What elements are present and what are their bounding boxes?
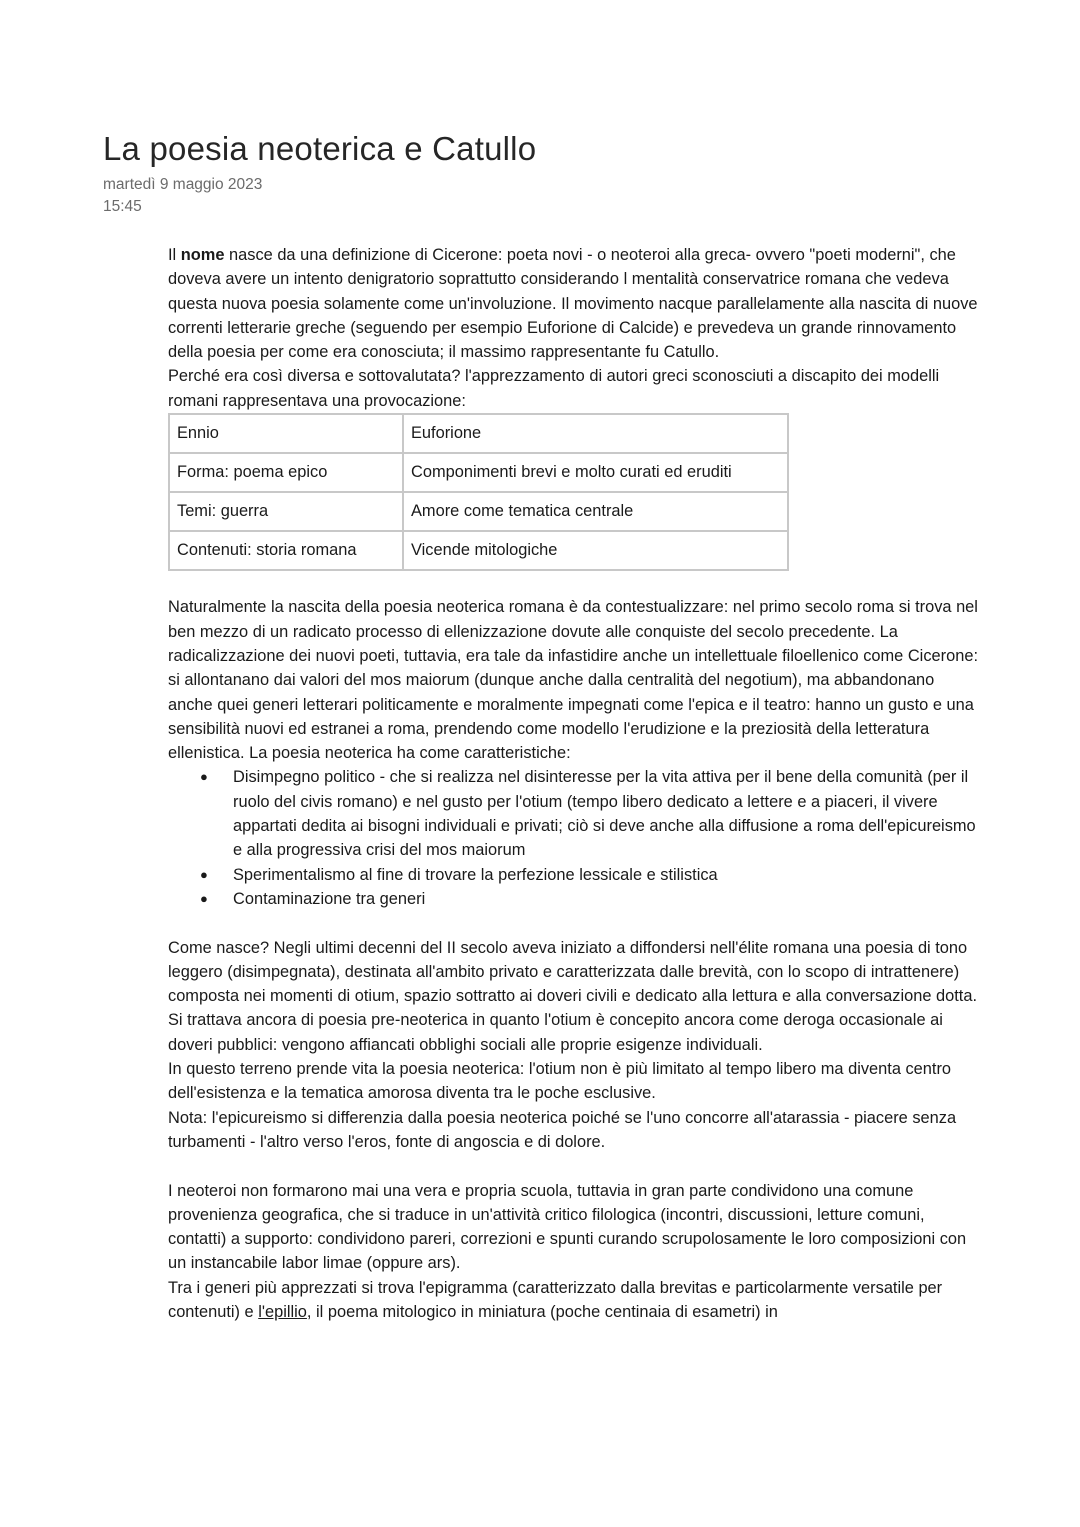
intro-question: Perché era così diversa e sottovalutata? l'apprezzamento di autori greci sconosciuti a discapito dei modelli romani rappresentava una provocazione: (168, 367, 940, 410)
list-item (200, 887, 983, 911)
page-date: martedì 9 maggio 2023 (103, 176, 263, 193)
table-row (169, 453, 788, 492)
page-time: 15:45 (103, 198, 142, 215)
list-item (200, 863, 983, 887)
list-item-text: Contaminazione tra generi (233, 889, 426, 908)
bullet-icon: ● (200, 769, 208, 785)
epillio-link[interactable]: l'epillio (258, 1302, 307, 1321)
comparison-table (168, 413, 789, 571)
page-title: La poesia neoterica e Catullo (103, 130, 537, 167)
bullet-icon: ● (200, 866, 208, 882)
bullet-icon: ● (200, 890, 208, 906)
table-cell: Forma: poema epico (169, 453, 403, 492)
table-row (169, 414, 788, 453)
table-row (169, 492, 788, 531)
intro-bold-word: nome (180, 246, 225, 264)
intro-lead: Il (168, 246, 181, 264)
list-item-text: Sperimentalismo al fine di trovare la perfezione lessicale e stilistica (233, 865, 718, 884)
origins-paragraph: In questo terreno prende vita la poesia neoterica: l'otium non è più limitato al tempo libero ma diventa centro dell'esistenza e la tematica amorosa diventa tra le poche esclusive. (168, 1060, 952, 1103)
school-paragraph (168, 1276, 983, 1325)
features-list (168, 765, 983, 911)
list-item (200, 765, 983, 862)
table-row (169, 531, 788, 570)
table-cell: Ennio (169, 414, 403, 453)
table-cell: Amore come tematica centrale (403, 492, 788, 531)
table-cell: Componimenti brevi e molto curati ed eruditi (403, 453, 788, 492)
school-text: , il poema mitologico in miniatura (poche centinaia di esametri) in (306, 1302, 778, 1321)
spacer (168, 911, 983, 935)
table-cell: Contenuti: storia romana (169, 531, 403, 570)
spacer (168, 571, 983, 595)
spacer (168, 1154, 983, 1178)
origins-note: Nota: l'epicureismo si differenzia dalla poesia neoterica poiché se l'uno concorre all'atarassia - piacere senza turbamenti - l'altro verso l'eros, fonte di angoscia e di dolore. (168, 1108, 957, 1151)
school-paragraph: I neoteroi non formarono mai una vera e propria scuola, tuttavia in gran parte condividono una comune provenienza geografica, che si traduce in un'attività critico filologica (incontri, discussioni, letture comuni, contatti) a supporto: condividono pareri, correzioni e spunti curando scrupolosamente le loro composizioni con un instancabile labor limae (oppure ars). (168, 1181, 967, 1273)
context-paragraph: Naturalmente la nascita della poesia neoterica romana è da contestualizzare: nel primo secolo roma si trova nel ben mezzo di un radicato processo di ellenizzazione dovute alle conquiste del secolo precedente. La radicalizzazione dei nuovi poeti, tuttavia, era tale da infastidire anche un intellettuale filoellenico come Cicerone: si allontanano dai valori del mos maiorum (dunque anche dalla centralità del negotium), ma abbandonano anche quei generi letterari politicamente e moralmente impegnati come l'epica e il teatro: hanno un gusto e una sensibilità nuovi ed estranei a roma, prendendo come modello l'erudizione e la preziosità della letteratura ellenistica. La poesia neoterica ha come caratteristiche: (168, 598, 978, 763)
intro-text: nasce da una definizione di Cicerone: poeta novi - o neoteroi alla greca- ovvero "poeti moderni", che doveva avere un intento denigratorio soprattutto considerando l mentalità conservatrice romana che vedeva questa nuova poesia solamente come un'involuzione. Il movimento nacque parallelamente alla nascita di nuove correnti letterarie greche (seguendo per esempio Euforione di Calcide) e prevedeva un grande rinnovamento della poesia per come era conosciuta; il massimo rappresentante fu Catullo. (168, 246, 978, 362)
table-cell: Vicende mitologiche (403, 531, 788, 570)
table-cell: Euforione (403, 414, 788, 453)
list-item-text: Disimpegno politico - che si realizza nel disinteresse per la vita attiva per il bene della comunità (per il ruolo del civis romano) e nel gusto per l'otium (tempo libero dedicato a lettere e a piaceri, il vivere appartati dedita ai bisogni individuali e privati; ciò si deve anche alla diffusione a roma dell'epicureismo e alla progressiva crisi del mos maiorum (233, 768, 976, 860)
school-text: Tra i generi più apprezzati si trova l'epigramma (caratterizzato dalla brevitas e particolarmente versatile per contenuti) e (168, 1278, 943, 1321)
table-cell: Temi: guerra (169, 492, 403, 531)
origins-paragraph: Come nasce? Negli ultimi decenni del II secolo aveva iniziato a diffondersi nell'élite romana una poesia di tono leggero (disimpegnata), destinata all'ambito privato e caratterizzata dalle brevità, con lo scopo di intrattenere) composta nei momenti di otium, spazio sottratto ai doveri civili e dedicato alla lettura e alla conversazione dotta. Si trattava ancora di poesia pre-neoterica in quanto l'otium è concepito ancora come deroga occasionale ai doveri pubblici: vengono affiancati obblighi sociali alle proprie esigenze individuali. (168, 938, 978, 1054)
note-body (168, 243, 983, 1324)
intro-paragraph (168, 243, 983, 364)
